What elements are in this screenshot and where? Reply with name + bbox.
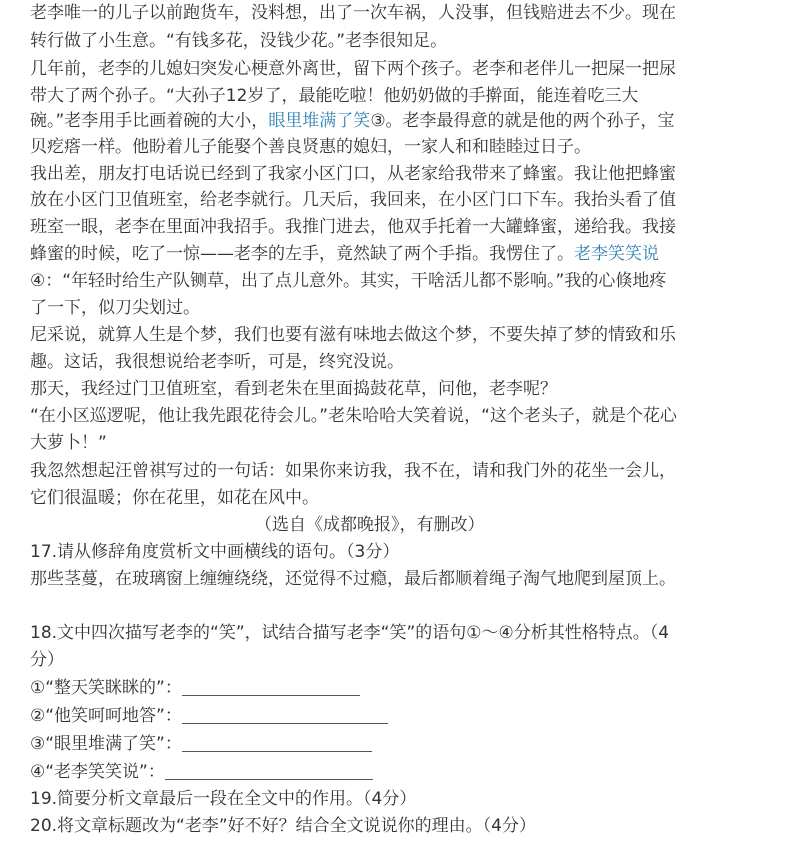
answer-blank-1[interactable]: [182, 677, 360, 696]
passage-line: 尼采说，就算人生是个梦，我们也要有滋有味地去做这个梦，不要失掉了梦的情致和乐: [30, 325, 676, 345]
passage-line: ④：“年轻时给生产队铡草，出了点儿意外。其实，干啥活儿都不影响。”我的心倏地疼: [30, 271, 667, 291]
answer-label: ②“他笑呵呵地答”：: [30, 706, 182, 726]
passage-text: 蜂蜜的时候，吃了一惊——老李的左手，竟然缺了两个手指。我愣住了。: [30, 244, 574, 264]
passage-line: 我出差，朋友打电话说已经到了我家小区门口，从老家给我带来了蜂蜜。我让他把蜂蜜: [30, 164, 676, 184]
answer-label: ④“老李笑笑说”：: [30, 762, 165, 782]
answer-label: ①“整天笑眯眯的”：: [30, 678, 182, 698]
passage-line: 我忽然想起汪曾祺写过的一句话：如果你来访我，我不在，请和我门外的花坐一会儿，: [30, 461, 676, 481]
question-17-sentence: 那些茎蔓，在玻璃窗上缠缠绕绕，还觉得不过瘾，最后都顺着绳子淘气地爬到屋顶上。: [30, 569, 676, 589]
passage-line: 它们很温暖；你在花里，如花在风中。: [30, 488, 319, 508]
passage-line: 了一下，似刀尖划过。: [30, 298, 200, 318]
passage-line: 趣。这话，我很想说给老李听，可是，终究没说。: [30, 352, 404, 372]
answer-label: ③“眼里堆满了笑”：: [30, 734, 182, 754]
passage-line: 大萝卜！”: [30, 433, 107, 453]
answer-line-4: [30, 759, 373, 785]
question-18-cont: 分）: [30, 650, 64, 670]
passage-line: “在小区巡逻呢，他让我先跟花待会儿。”老朱哈哈大笑着说，“这个老头子，就是个花心: [30, 406, 677, 426]
passage-line: 那天，我经过门卫值班室，看到老朱在里面捣鼓花草，问他，老李呢？: [30, 379, 557, 399]
answer-blank-4[interactable]: [165, 761, 373, 780]
question-20: 20.将文章标题改为“老李”好不好？结合全文说说你的理由。（4分）: [30, 816, 536, 836]
passage-line: 几年前，老李的儿媳妇突发心梗意外离世，留下两个孩子。老李和老伴儿一把屎一把尿: [30, 59, 676, 79]
question-17: 17.请从修辞角度赏析文中画横线的语句。（3分）: [30, 542, 400, 562]
passage-line: 贝疙瘩一样。他盼着儿子能娶个善良贤惠的媳妇，一家人和和睦睦过日子。: [30, 137, 591, 157]
answer-blank-2[interactable]: [182, 705, 388, 724]
passage-line: 转行做了小生意。“有钱多花，没钱少花。”老李很知足。: [30, 31, 448, 51]
passage-text: ③。老李最得意的就是他的两个孙子，宝: [370, 111, 675, 131]
passage-line: 带大了两个孙子。“大孙子12岁了，最能吃啦！他奶奶做的手擀面，能连着吃三大: [30, 86, 639, 106]
highlighted-phrase-3: 眼里堆满了笑: [268, 111, 371, 131]
passage-line: 放在小区门卫值班室，给老李就行。几天后，我回来，在小区门口下车。我抬头看了值: [30, 190, 676, 210]
passage-line: [30, 241, 659, 267]
answer-line-1: [30, 675, 360, 701]
answer-line-3: [30, 731, 372, 757]
passage-text: 碗。”老李用手比画着碗的大小，: [30, 111, 269, 131]
question-18: 18.文中四次描写老李的“笑”，试结合描写老李“笑”的语句①～④分析其性格特点。（4: [30, 623, 670, 643]
answer-blank-3[interactable]: [182, 733, 372, 752]
question-19: 19.简要分析文章最后一段在全文中的作用。（4分）: [30, 789, 417, 809]
source-note: （选自《成都晚报》，有删改）: [255, 515, 485, 535]
passage-line: 班室一眼，老李在里面冲我招手。我推门进去，他双手托着一大罐蜂蜜，递给我。我接: [30, 217, 676, 237]
passage-line: [30, 108, 675, 134]
highlighted-phrase-4: 老李笑笑说: [574, 244, 659, 264]
answer-line-2: [30, 703, 388, 729]
passage-line: 老李唯一的儿子以前跑货车，没料想，出了一次车祸，人没事，但钱赔进去不少。现在: [30, 3, 676, 23]
